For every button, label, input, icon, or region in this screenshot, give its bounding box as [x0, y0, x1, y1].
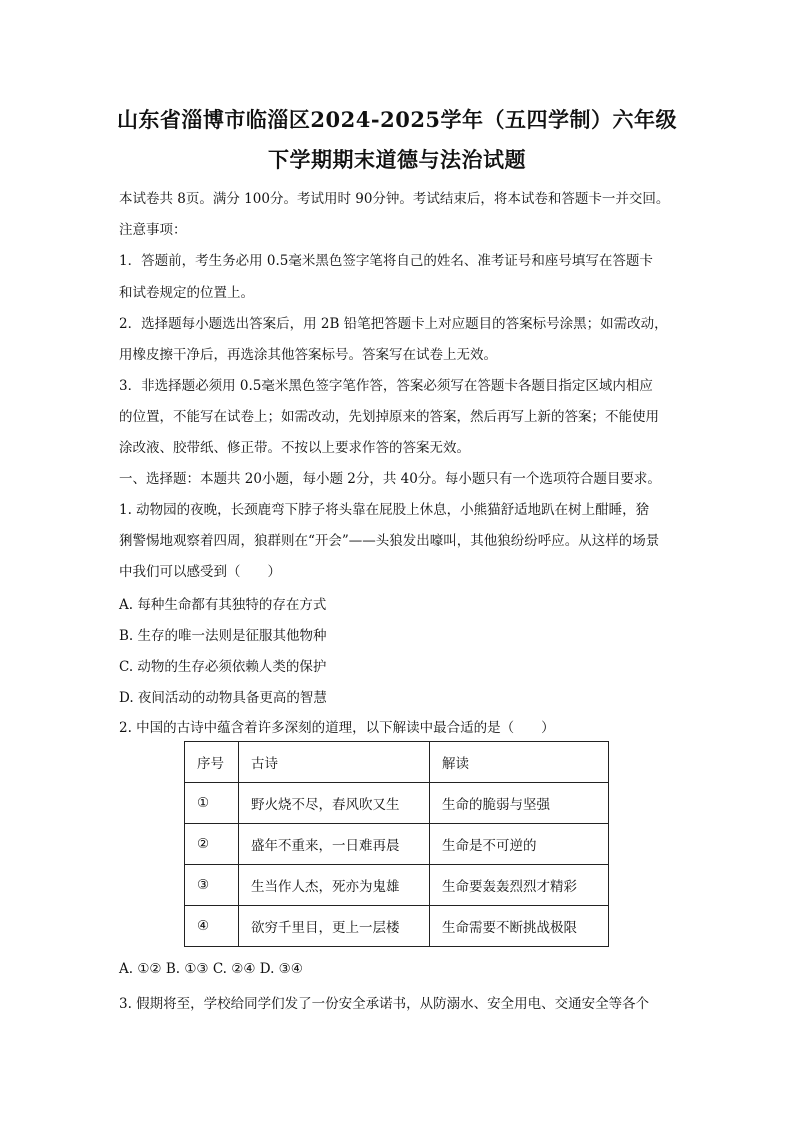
question-2-options: A. ①② B. ①③ C. ②④ D. ③④: [119, 961, 303, 977]
table-row: [185, 824, 609, 865]
notice-line: 的位置，不能写在试卷上；如需改动，先划掉原来的答案，然后再写上新的答案；不能使用: [119, 409, 659, 425]
table-cell: ③: [185, 865, 239, 906]
notice-line: 用橡皮擦干净后，再选涂其他答案标号。答案写在试卷上无效。: [119, 347, 497, 363]
table-row: [185, 906, 609, 947]
question-1-stem: 中我们可以感受到（ ）: [119, 564, 281, 580]
table-cell: 欲穷千里目，更上一层楼: [239, 906, 430, 947]
notice-line: 2．选择题每小题选出答案后，用 2B 铅笔把答题卡上对应题目的答案标号涂黑；如需改动，: [119, 316, 668, 332]
notice-line: 3．非选择题必须用 0.5毫米黑色签字笔作答，答案必须写在答题卡各题目指定区域内相应: [119, 378, 653, 394]
question-3-stem: 3. 假期将至，学校给同学们发了一份安全承诺书，从防溺水、安全用电、交通安全等各个: [119, 996, 650, 1012]
table-row: [185, 865, 609, 906]
table-cell: 生命的脆弱与坚强: [430, 783, 609, 824]
question-1-option-c: C. 动物的生存必须依赖人类的保护: [119, 659, 327, 675]
table-cell: 生命要轰轰烈烈才精彩: [430, 865, 609, 906]
table-header-cell: 解读: [430, 742, 609, 783]
table-cell: 生命需要不断挑战极限: [430, 906, 609, 947]
poem-table: [184, 741, 609, 947]
table-header-cell: 序号: [185, 742, 239, 783]
table-cell: ④: [185, 906, 239, 947]
notice-line: 1．答题前，考生务必用 0.5毫米黑色签字笔将自己的姓名、准考证号和座号填写在答题卡: [119, 253, 653, 269]
question-1-stem: 1. 动物园的夜晚，长颈鹿弯下脖子将头靠在屁股上休息，小熊猫舒适地趴在树上酣睡，猞: [119, 502, 650, 518]
question-1-option-a: A. 每种生命都有其独特的存在方式: [119, 597, 327, 613]
exam-title-line1: 山东省淄博市临淄区2024-2025学年（五四学制）六年级: [116, 107, 678, 132]
table-cell: ①: [185, 783, 239, 824]
table-header-row: [185, 742, 609, 783]
notice-line: 和试卷规定的位置上。: [119, 285, 254, 301]
table-header-cell: 古诗: [239, 742, 430, 783]
exam-title-line2: 下学期期末道德与法治试题: [268, 147, 526, 172]
table-cell: ②: [185, 824, 239, 865]
table-cell: 生当作人杰，死亦为鬼雄: [239, 865, 430, 906]
question-1-stem: 猁警惕地观察着四周，狼群则在“开会”——头狼发出嚎叫，其他狼纷纷呼应。从这样的场景: [119, 533, 660, 549]
table-cell: 盛年不重来，一日难再晨: [239, 824, 430, 865]
notice-heading: 注意事项：: [119, 222, 187, 238]
notice-line: 涂改液、胶带纸、修正带。不按以上要求作答的答案无效。: [119, 440, 470, 456]
question-2-stem: 2. 中国的古诗中蕴含着许多深刻的道理，以下解读中最合适的是（ ）: [119, 720, 555, 736]
table-cell: 生命是不可逆的: [430, 824, 609, 865]
question-1-option-b: B. 生存的唯一法则是征服其他物种: [119, 628, 327, 644]
exam-intro: 本试卷共 8页。满分 100分。考试用时 90分钟。考试结束后，将本试卷和答题卡一并交回。: [119, 191, 670, 207]
question-1-option-d: D. 夜间活动的动物具备更高的智慧: [119, 690, 327, 706]
table-row: [185, 783, 609, 824]
table-cell: 野火烧不尽，春风吹又生: [239, 783, 430, 824]
section-heading: 一、选择题：本题共 20小题，每小题 2分，共 40分。每小题只有一个选项符合题目要求。: [119, 471, 661, 487]
